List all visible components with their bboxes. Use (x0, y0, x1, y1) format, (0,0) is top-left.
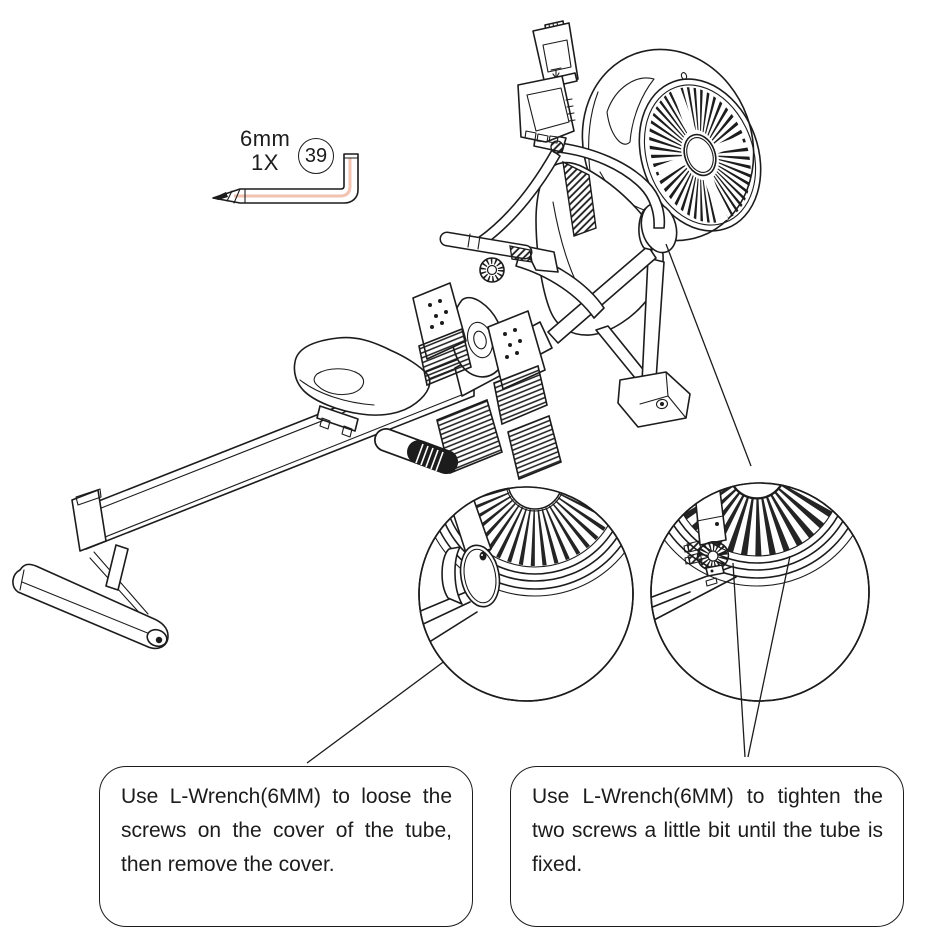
damper-knob (480, 258, 504, 282)
callout-left-line-3: then remove the cover. (121, 853, 335, 876)
callout-left-line-2: screws on the cover of the tube, (121, 819, 452, 842)
front-stabilizer (13, 545, 169, 649)
part-number-badge (298, 138, 334, 174)
callout-right-line-2: two screws a little bit until the tube is (532, 819, 883, 842)
callout-right (510, 766, 904, 927)
rail-roller (386, 440, 446, 471)
monitor (518, 76, 575, 143)
callout-left (99, 766, 473, 927)
leader-line-cover-to-right-circle (666, 244, 751, 466)
callout-right-line-1: Use L-Wrench(6MM) to tighten the (532, 785, 883, 808)
part-number: 39 (304, 144, 328, 167)
console (518, 21, 578, 153)
callout-right-line-3: fixed. (532, 853, 583, 876)
l-wrench-icon (213, 154, 358, 203)
tool-size-label: 6mm (240, 126, 291, 151)
tool-quantity-label: 1X (251, 150, 279, 175)
callout-left-line-1: Use L-Wrench(6MM) to loose the (121, 785, 452, 808)
